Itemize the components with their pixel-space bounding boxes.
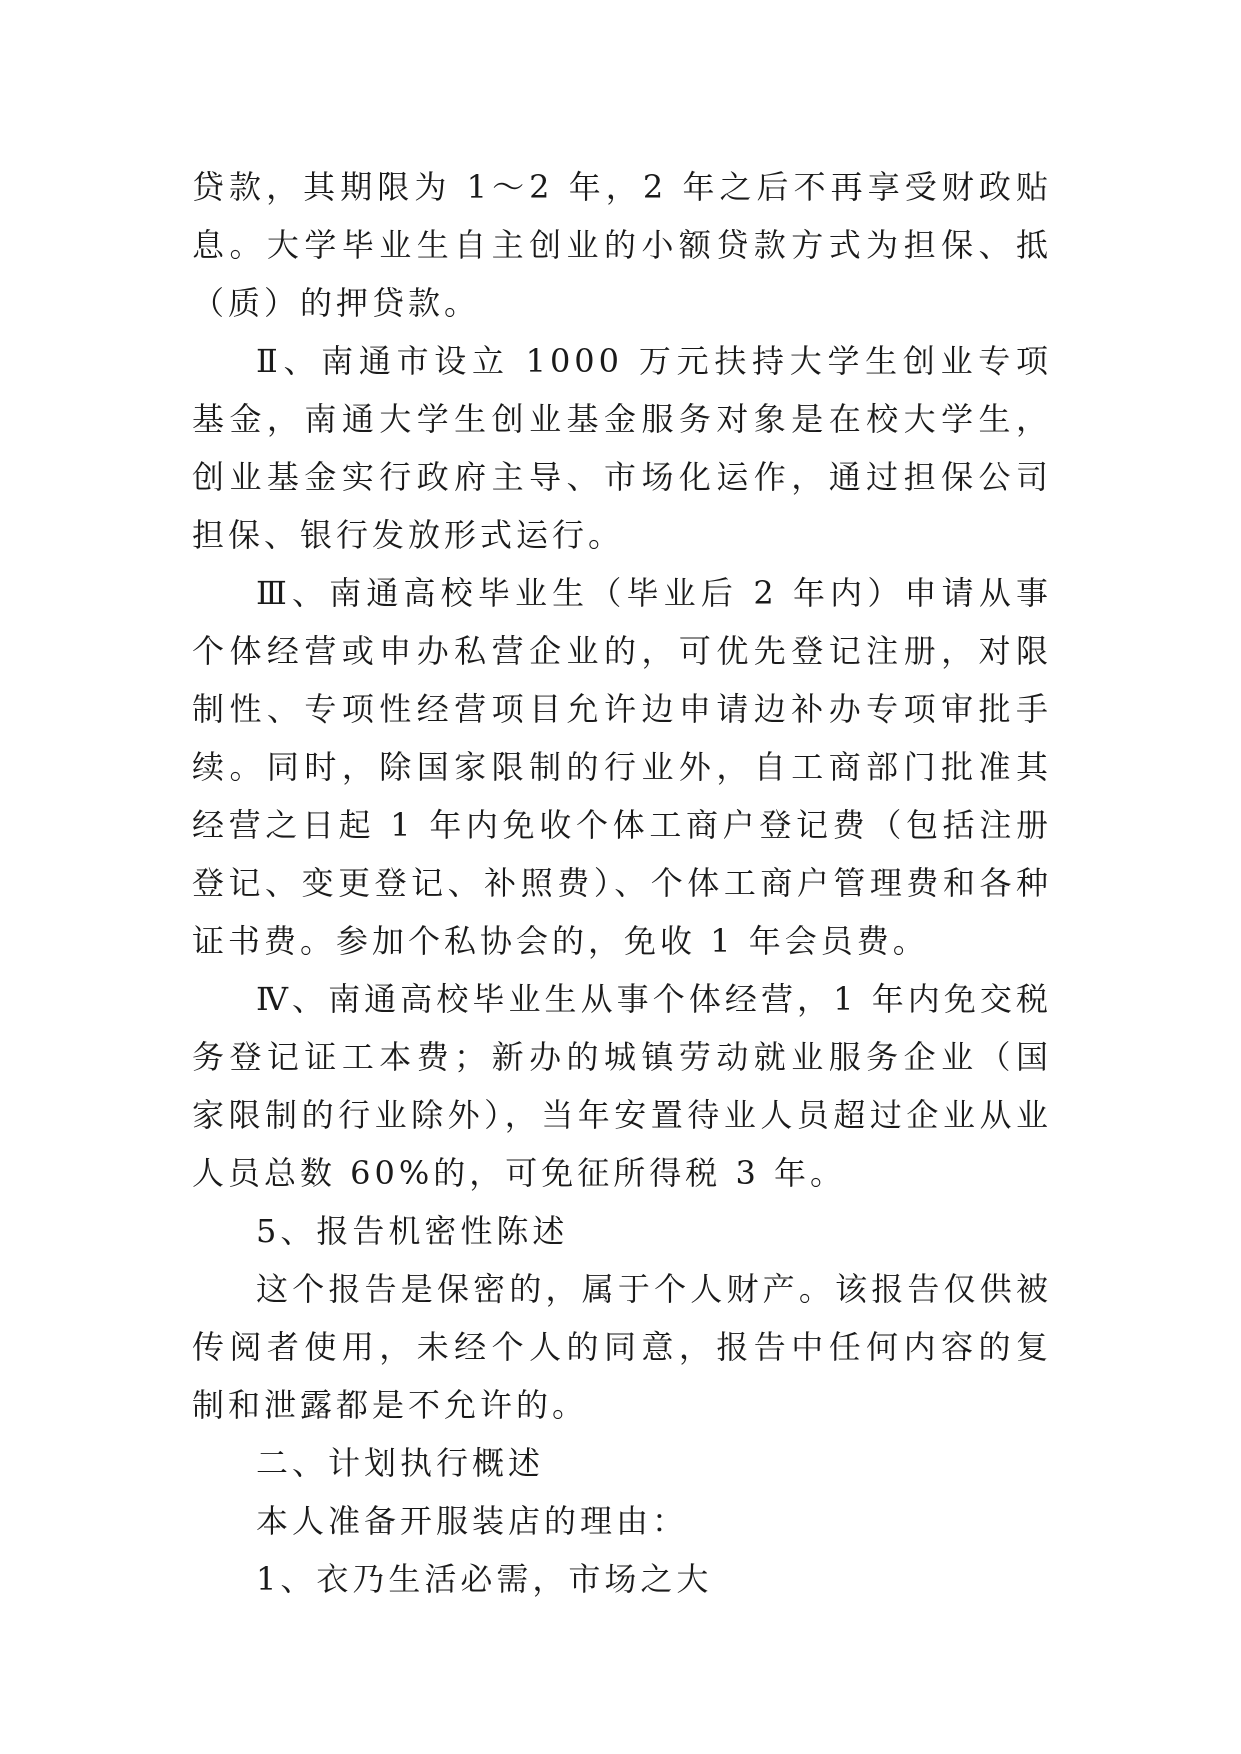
list-item-reason-1: 1、衣乃生活必需，市场之大 (256, 1560, 713, 1598)
heading-plan-overview: 二、计划执行概述 (256, 1444, 545, 1482)
paragraph-loan-terms: 贷款，其期限为 1～2 年，2 年之后不再享受财政贴息。大学毕业生自主创业的小额贷款方式为担保、抵（质）的押贷款。 (192, 168, 1052, 322)
paragraph-fund-II: Ⅱ、南通市设立 1000 万元扶持大学生创业专项基金，南通大学生创业基金服务对象是在校大学生，创业基金实行政府主导、市场化运作，通过担保公司担保、银行发放形式运行。 (192, 342, 1052, 554)
paragraph-registration-III: Ⅲ、南通高校毕业生（毕业后 2 年内）申请从事个体经营或申办私营企业的，可优先登记注册，对限制性、专项性经营项目允许边申请边补办专项审批手续。同时，除国家限制的行业外，自工商部门批准其经营之日起 1 年内免收个体工商户登记费（包括注册登记、变更登记、补照费）、个体工商户管理费和各种证书费。参加个私协会的，免收 1 年会员费。 (192, 574, 1052, 960)
paragraph-reasons: 本人准备开服装店的理由： (256, 1502, 689, 1540)
paragraph-tax-IV: Ⅳ、南通高校毕业生从事个体经营，1 年内免交税务登记证工本费；新办的城镇劳动就业服务企业（国家限制的行业除外），当年安置待业人员超过企业从业人员总数 60%的，可免征所得税 3 年。 (192, 980, 1052, 1192)
document-body (192, 158, 1052, 1608)
heading-confidentiality: 5、报告机密性陈述 (256, 1212, 569, 1250)
paragraph-confidentiality: 这个报告是保密的，属于个人财产。该报告仅供被传阅者使用，未经个人的同意，报告中任何内容的复制和泄露都是不允许的。 (192, 1270, 1052, 1424)
